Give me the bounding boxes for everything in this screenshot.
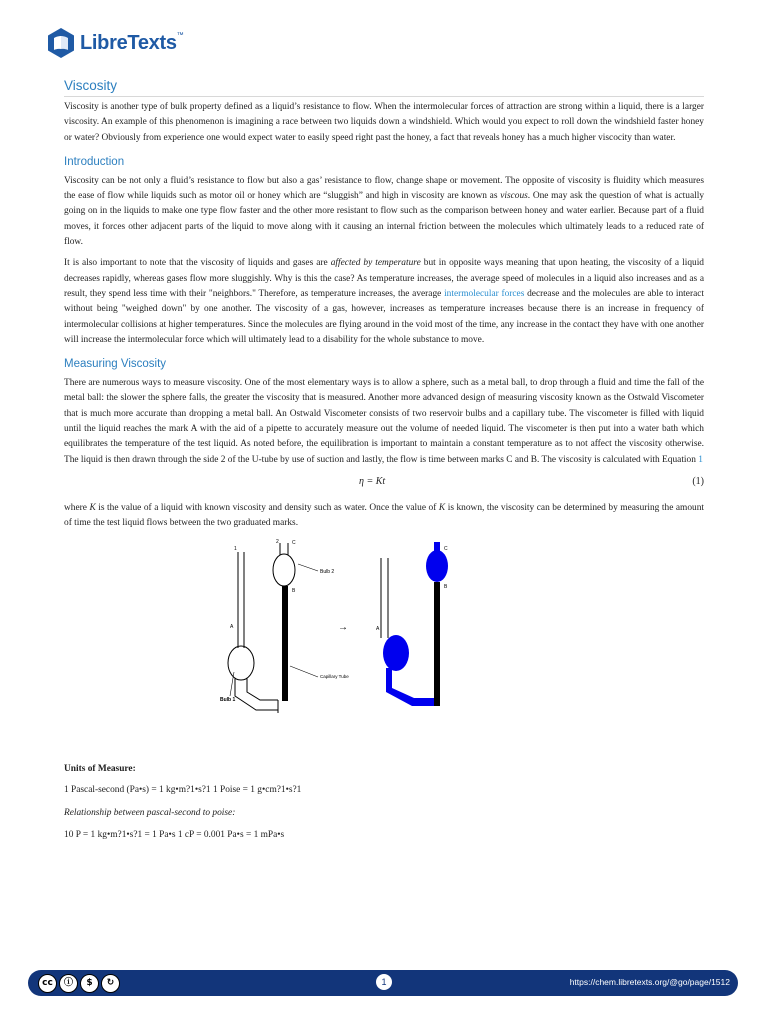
libretexts-logo-icon	[46, 27, 76, 59]
introduction-paragraph-1: Viscosity can be not only a fluid’s resistance to flow but also a gas’ resistance to flow, change shape or movement. The opposite of viscosity is fluidity which measures the ease of flow while liquids such as motor oil or honey which are “sluggish” and high in viscosity are known as viscous. One may ask the question of what is actually going on in the liquids to make one type flow faster and the other more resistant to flow such as the comparison between honey and water earlier. Because part of a fluid moves, it forces other adjacent parts of the liquid to move along with it causing an internal friction between the molecules which ultimately leads to a reduced rate of flow.	[64, 175, 705, 248]
nc-icon: $	[80, 974, 99, 993]
units-heading: Units of Measure:	[64, 763, 136, 774]
by-icon: ⓘ	[59, 974, 78, 993]
page-footer	[28, 970, 738, 996]
page-url-link[interactable]: https://chem.libretexts.org/@go/page/1512	[569, 977, 730, 987]
cc-icon: cc	[38, 974, 57, 993]
svg-text:2: 2	[276, 538, 279, 545]
ostwald-viscometer-figure	[216, 538, 534, 752]
svg-text:Bulb 1: Bulb 1	[220, 696, 236, 703]
svg-text:1: 1	[234, 545, 237, 552]
measuring-paragraph-2: where K is the value of a liquid with known viscosity and density such as water. Once the value of K is known, the viscosity can be determined by measuring the amount of time the test liquid flows between the two graduated marks.	[64, 502, 705, 529]
intro-paragraph: Viscosity is another type of bulk property defined as a liquid’s resistance to flow. When the intermolecular forces of attraction are strong within a liquid, there is a larger viscosity. An example of this phenomenon is imagining a race between two liquids down a windshield. Which would you expect to roll down the windshield faster honey or water? Obviously from experience one would expect water to easily speed right past the honey, a fact that reveals honey has a much higher viscocity than water.	[64, 102, 704, 143]
svg-text:C: C	[444, 545, 448, 552]
libretexts-logo-text: LibreTexts™	[80, 31, 184, 54]
units-relationship: Relationship between pascal-second to poise:	[64, 807, 236, 818]
sa-icon: ↻	[101, 974, 120, 993]
page-title: Viscosity	[64, 78, 704, 97]
section-heading-measuring-viscosity: Measuring Viscosity	[64, 358, 167, 371]
units-line-2: 10 P = 1 kg•m?1•s?1 = 1 Pa•s 1 cP = 0.001 Pa•s = 1 mPa•s	[64, 830, 285, 841]
svg-text:Capillary Tube: Capillary Tube	[320, 673, 349, 679]
svg-text:→: →	[338, 621, 348, 633]
equation-1	[64, 474, 704, 498]
svg-text:B: B	[292, 587, 296, 594]
page-number: 1	[376, 974, 392, 990]
introduction-paragraph-2: It is also important to note that the viscosity of liquids and gases are affected by temperature but in opposite ways meaning that upon heating, the viscosity of a liquid decreases rapidly, whereas gases flow more sluggishly. Why is this the case? As temperature increases, the average speed of molecules in a liquid also increases and as a result, they spend less time with their "neighbors." Therefore, as temperature increases, the average intermolecular forces decrease and the molecules are able to interact without being "weighed down" by one another. The viscosity of a gas, however, increases as temperature increases because there is an increase in frequency of intermolecular collisions at higher temperatures. Since the molecules are flying around in the void most of the time, any increase in the contact they have with one another will increase the intermolecular force which will ultimately lead to a disability for the whole substance to move.	[64, 258, 704, 345]
viscometer-diagram	[216, 538, 534, 752]
equation-expression: η = Kt	[359, 475, 386, 487]
svg-text:A: A	[230, 623, 234, 630]
section-heading-introduction: Introduction	[64, 155, 125, 168]
svg-text:C: C	[292, 539, 296, 546]
equation-1-link[interactable]: 1	[698, 454, 703, 465]
capillary-tube-left	[282, 586, 288, 701]
article	[64, 78, 704, 851]
units-of-measure	[64, 762, 704, 844]
svg-text:Bulb 2: Bulb 2	[320, 568, 335, 575]
units-line-1: 1 Pascal-second (Pa•s) = 1 kg•m?1•s?1 1 Poise = 1 g•cm?1•s?1	[64, 785, 302, 796]
measuring-paragraph-1: There are numerous ways to measure viscosity. One of the most elementary ways is to allow a sphere, such as a metal ball, to drop through a fluid and time the fall of the metal ball: the slower the sphere falls, the greater the viscosity that is measured. Another more advanced design of measuring viscosity known as the Ostwald Viscometer that is much more accurate than dropping a metal ball. An Ostwald Viscometer consists of two reservoir bulbs and a capillary tube. The viscometer is filled with liquid until the liquid reaches the mark A with the aid of a pipette to accurately measure out the volume of needed liquid. The viscometer is then put into a water bath which equilibrates the temperature of the test liquid. As noted before, the equilibration is important to maintain a constant temperature as to not affect the viscosity otherwise. The liquid is then drawn through the side 2 of the U-tube by use of suction and lastly, the flow is time between marks C and B. The viscosity is calculated with Equation 1	[64, 378, 704, 465]
license-badge[interactable]	[38, 974, 122, 993]
equation-number: (1)	[692, 475, 704, 487]
intermolecular-forces-link[interactable]: intermolecular forces	[444, 288, 525, 299]
svg-text:A: A	[376, 625, 380, 632]
svg-text:B: B	[444, 583, 448, 590]
viscometer-filled	[381, 542, 448, 706]
libretexts-logo[interactable]	[46, 27, 183, 59]
